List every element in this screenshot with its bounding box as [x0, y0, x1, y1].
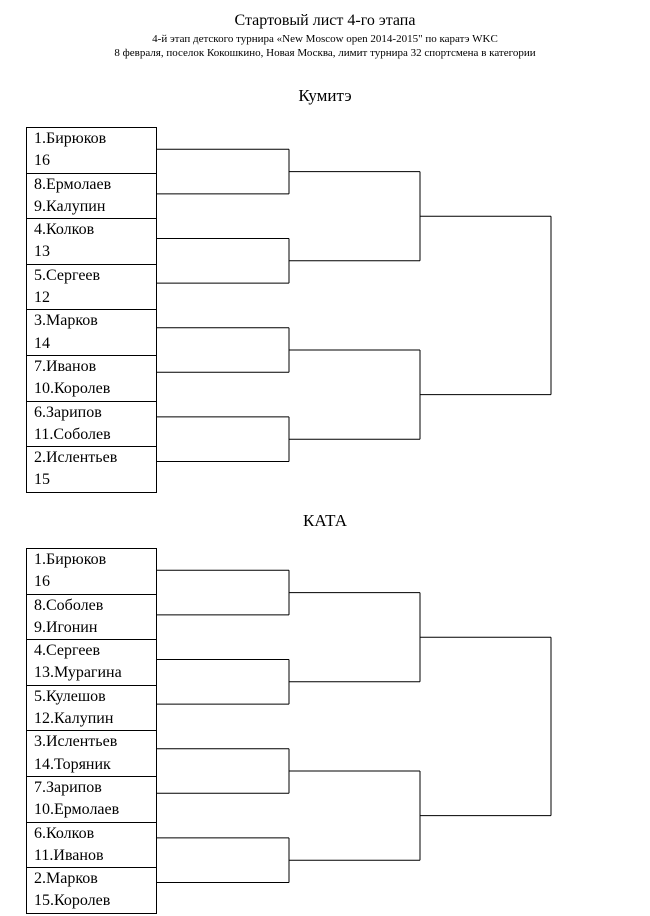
competitor-slot: 7.Иванов: [34, 357, 97, 375]
competitor-slot: 7.Зарипов: [34, 778, 102, 796]
competitor-slot: 2.Ислентьев: [34, 449, 118, 467]
competitor-slot: 15: [34, 471, 50, 489]
competitor-slot: 12.Калупин: [34, 710, 114, 728]
competitor-slot: 6.Зарипов: [34, 403, 102, 421]
competitor-slot: 10.Ермолаев: [34, 801, 120, 819]
competitor-slot: 11.Иванов: [34, 846, 104, 864]
competitor-slot: 6.Колков: [34, 824, 95, 842]
competitor-slot: 5.Кулешов: [34, 687, 106, 705]
competitor-slot: 3.Ислентьев: [34, 733, 118, 751]
competitor-slot: 14.Торяник: [34, 755, 111, 773]
competitor-slot: 8.Ермолаев: [34, 175, 112, 193]
competitor-slot: 8.Соболев: [34, 596, 104, 614]
competitor-slot: 15.Королев: [34, 892, 111, 910]
page-title: Стартовый лист 4-го этапа: [234, 12, 416, 29]
event-details: 8 февраля, поселок Кокошкино, Новая Москва, лимит турнира 32 спортсмена в категории: [114, 47, 536, 59]
competitor-slot: 2.Марков: [34, 870, 98, 888]
competitor-slot: 1.Бирюков: [34, 551, 107, 568]
competitor-slot: 1.Бирюков: [34, 130, 107, 147]
competitor-slot: 13: [34, 243, 50, 261]
competitor-slot: 16: [34, 152, 50, 170]
competitor-slot: 9.Игонин: [34, 618, 98, 636]
kata-section-title: КАТА: [303, 511, 347, 530]
competitor-slot: 4.Колков: [34, 221, 95, 239]
competitor-slot: 16: [34, 573, 50, 591]
kumite-section-title: Кумитэ: [298, 86, 352, 105]
event-subtitle: 4-й этап детского турнира «New Moscow open 2014-2015" по каратэ WKC: [152, 33, 498, 45]
competitor-slot: 13.Мурагина: [34, 664, 122, 682]
competitor-slot: 5.Сергеев: [34, 266, 101, 284]
competitor-slot: 9.Калупин: [34, 197, 106, 215]
competitor-slot: 4.Сергеев: [34, 642, 101, 660]
competitor-slot: 14: [34, 334, 50, 352]
competitor-slot: 12: [34, 289, 50, 307]
competitor-slot: 10.Королев: [34, 380, 111, 398]
competitor-slot: 3.Марков: [34, 312, 98, 330]
competitor-slot: 11.Соболев: [34, 425, 111, 443]
